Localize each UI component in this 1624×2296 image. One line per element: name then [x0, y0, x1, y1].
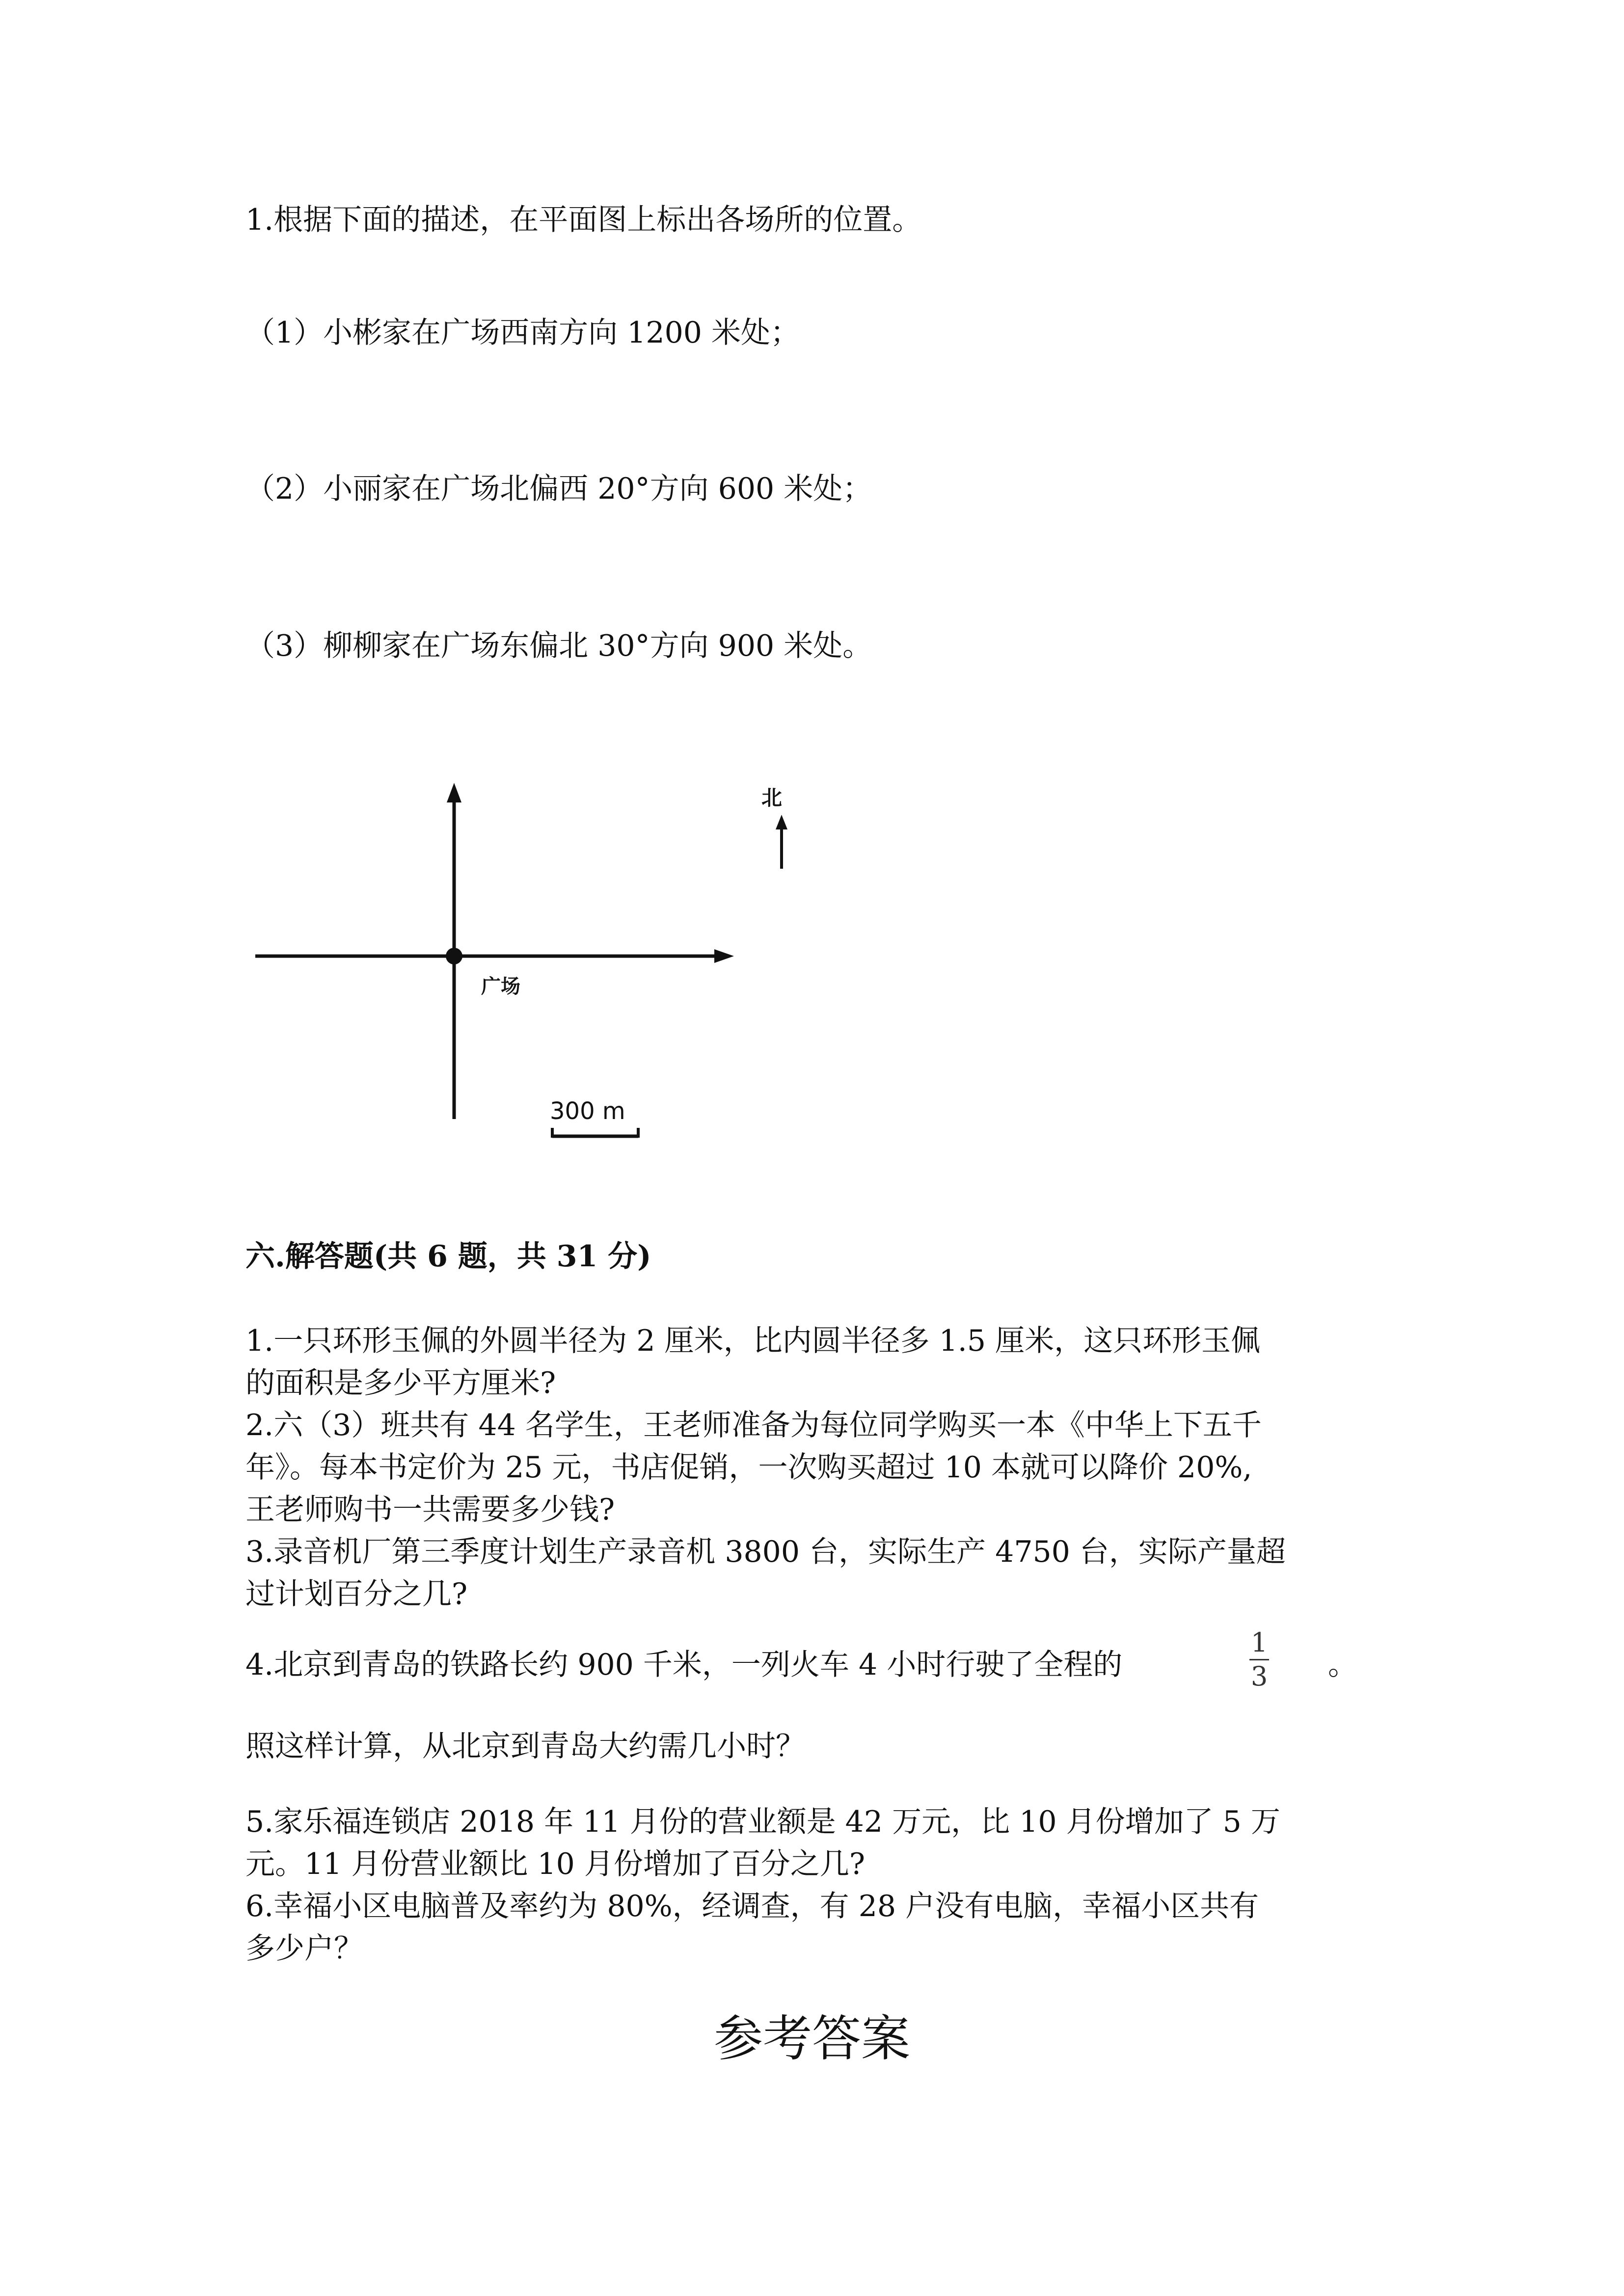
north-axis-arrow-icon	[447, 783, 461, 802]
problem-3-line-2: 过计划百分之几?	[245, 1577, 468, 1611]
scale-label: 300 m	[550, 1097, 625, 1125]
problem-3-line-1: 3.录音机厂第三季度计划生产录音机 3800 台，实际生产 4750 台，实际产量超	[245, 1535, 1286, 1569]
problem-6-line-1: 6.幸福小区电脑普及率约为 80%，经调查，有 28 户没有电脑，幸福小区共有	[245, 1889, 1259, 1923]
north-arrow-icon	[776, 815, 787, 829]
fraction-denominator: 3	[1250, 1661, 1268, 1692]
problem-4-end-mark: 。	[1328, 1648, 1357, 1682]
problem-1-line-2: 的面积是多少平方厘米?	[245, 1366, 556, 1400]
problem-4-fraction	[1249, 1629, 1269, 1691]
north-label: 北	[761, 786, 783, 810]
problem-4-line-1: 4.北京到青岛的铁路长约 900 千米，一列火车 4 小时行驶了全程的	[245, 1648, 1123, 1682]
problem-6-line-2: 多少户？	[245, 1931, 363, 1966]
q1-title: 1.根据下面的描述，在平面图上标出各场所的位置。	[245, 203, 922, 237]
problem-2-line-2: 年》。每本书定价为 25 元，书店促销，一次购买超过 10 本就可以降价 20%,	[245, 1450, 1252, 1485]
section6-heading: 六.解答题(共 6 题，共 31 分)	[245, 1239, 651, 1274]
plan-diagram	[245, 766, 835, 1158]
q1-item-3: （3）柳柳家在广场东偏北 30°方向 900 米处。	[245, 629, 872, 663]
problem-1-line-1: 1.一只环形玉佩的外圆半径为 2 厘米，比内圆半径多 1.5 厘米，这只环形玉佩	[245, 1324, 1261, 1358]
east-axis-arrow-icon	[714, 949, 734, 963]
square-label: 广场	[481, 975, 520, 998]
fraction-numerator: 1	[1250, 1627, 1268, 1658]
answers-title: 参考答案	[714, 2010, 910, 2067]
problem-5-line-2: 元。11 月份营业额比 10 月份增加了百分之几?	[245, 1847, 866, 1881]
q1-item-2: （2）小丽家在广场北偏西 20°方向 600 米处；	[245, 472, 872, 506]
problem-2-line-3: 王老师购书一共需要多少钱?	[245, 1493, 615, 1527]
q1-item-1: （1）小彬家在广场西南方向 1200 米处；	[245, 316, 800, 350]
problem-5-line-1: 5.家乐福连锁店 2018 年 11 月份的营业额是 42 万元，比 10 月份增加了 5 万	[245, 1805, 1280, 1839]
square-point	[446, 948, 462, 964]
problem-2-line-1: 2.六（3）班共有 44 名学生，王老师准备为每位同学购买一本《中华上下五千	[245, 1408, 1262, 1442]
fraction-bar	[1249, 1659, 1269, 1660]
problem-4-line-2: 照这样计算，从北京到青岛大约需几小时？	[245, 1729, 805, 1763]
